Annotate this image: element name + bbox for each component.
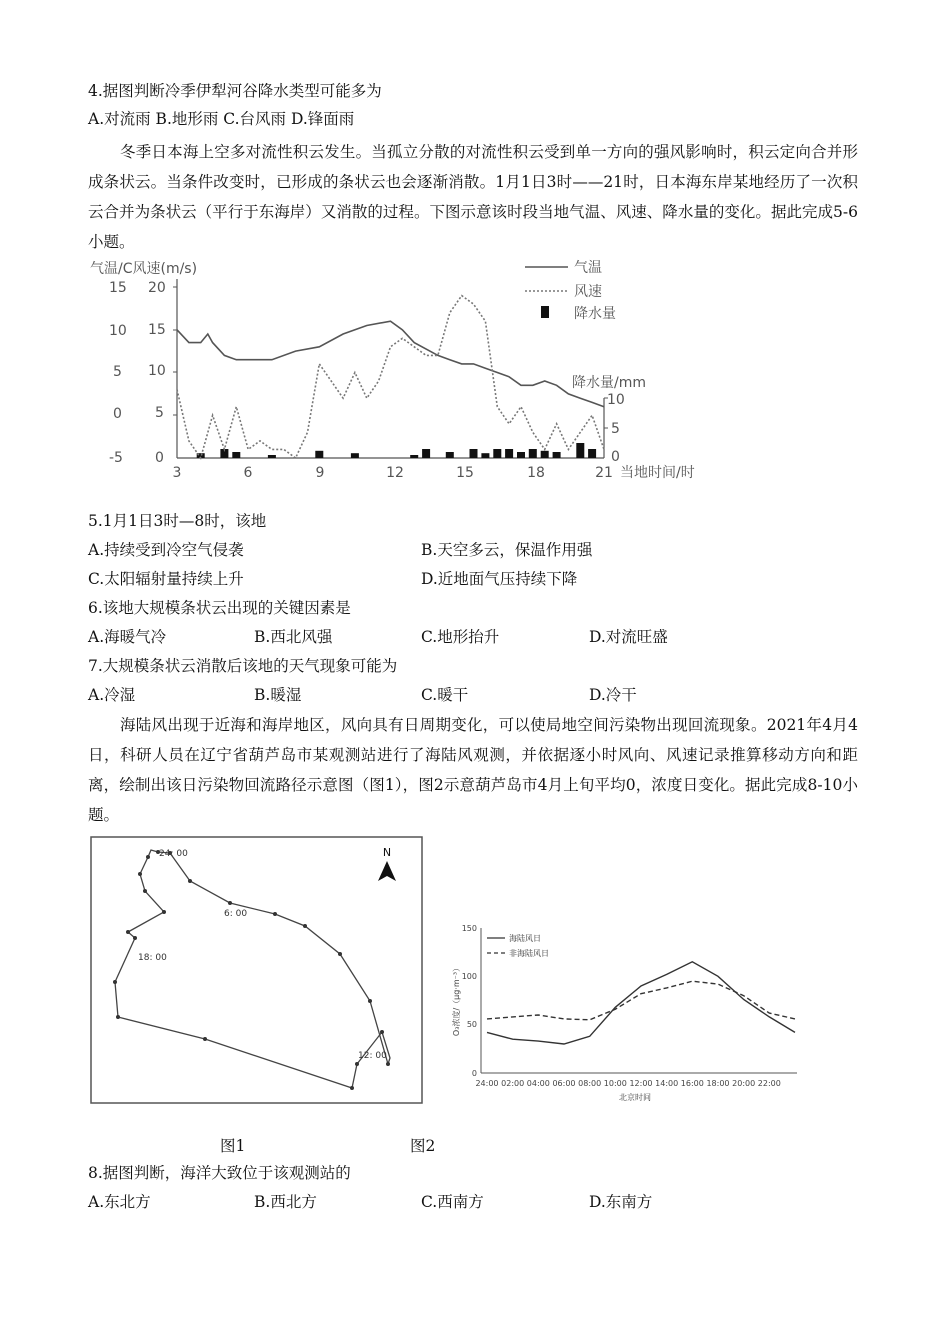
q4-stem: 4.据图判断冷季伊犁河谷降水类型可能多为 — [88, 82, 382, 100]
x-tick: 6 — [243, 465, 253, 481]
precipitation-bar — [541, 451, 549, 458]
figure-1-pollutant-path — [90, 836, 425, 1106]
fig2-x-tick: 02:00 — [501, 1079, 525, 1088]
precipitation-bar — [446, 452, 454, 458]
q7-option-c: C.暖干 — [421, 686, 469, 704]
q5-option-a: A.持续受到冷空气侵袭 — [88, 541, 244, 559]
time-label-18: 18: 00 — [138, 953, 167, 963]
fig2-x-tick: 10:00 — [603, 1079, 627, 1088]
figure-1-caption: 图1 — [220, 1137, 246, 1155]
temp-tick: 10 — [109, 323, 127, 339]
north-label: N — [382, 846, 392, 859]
q8-stem: 8.据图判断，海洋大致位于该观测站的 — [88, 1164, 351, 1182]
fig2-x-tick: 24:00 — [475, 1079, 499, 1088]
fig2-legend-sea-land: 海陆风日 — [509, 934, 541, 943]
q6-option-d: D.对流旺盛 — [589, 628, 668, 646]
temperature-series — [177, 321, 604, 407]
precipitation-bar — [493, 449, 501, 458]
precipitation-bar — [576, 443, 584, 458]
fig2-x-tick: 12:00 — [629, 1079, 653, 1088]
wind-tick: 10 — [148, 363, 166, 379]
wind-tick: 20 — [148, 280, 166, 296]
q8-option-a: A.东北方 — [88, 1193, 151, 1211]
x-tick: 12 — [386, 465, 404, 481]
legend-temp-label: 气温 — [574, 260, 602, 276]
precipitation-bar — [517, 452, 525, 458]
q5-option-c: C.太阳辐射量持续上升 — [88, 570, 244, 588]
fig2-x-tick: 16:00 — [680, 1079, 704, 1088]
passage-2: 海陆风出现于近海和海岸地区，风向具有日周期变化，可以使局地空间污染物出现回流现象。2021年4月4日，科研人员在辽宁省葫芦岛市某观测站进行了海陆风观测，并依据逐小时风向、风速记录推算移动方向和距离，绘制出该日污染物回流路径示意图（图1），图2示意葫芦岛市4月上旬平均0，浓度日变化。据此完成8-10小题。 — [88, 716, 858, 824]
fig2-x-tick: 20:00 — [732, 1079, 756, 1088]
legend-precip-marker — [541, 306, 549, 318]
time-label-6: 6: 00 — [224, 909, 248, 919]
fig2-y-tick: 0 — [471, 1069, 477, 1078]
q8-option-b: B.西北方 — [254, 1193, 317, 1211]
precipitation-bar — [422, 449, 430, 458]
time-label-12: 12: 00 — [358, 1051, 387, 1061]
q8-option-c: C.西南方 — [421, 1193, 484, 1211]
q4-options: A.对流雨 B.地形雨 C.台风雨 D.锋面雨 — [88, 110, 355, 128]
q7-option-d: D.冷干 — [589, 686, 637, 704]
legend-wind-label: 风速 — [574, 284, 602, 300]
figure-2-ozone-chart — [445, 918, 810, 1108]
fig2-y-tick: 150 — [461, 924, 477, 933]
precipitation-bar — [481, 453, 489, 458]
x-tick: 21 — [595, 465, 613, 481]
wind-tick: 5 — [155, 405, 164, 421]
precipitation-bar — [470, 449, 478, 458]
figure-2-caption: 图2 — [410, 1137, 436, 1155]
x-tick: 18 — [527, 465, 545, 481]
precipitation-bar — [268, 455, 276, 458]
x-tick: 15 — [456, 465, 474, 481]
q7-option-a: A.冷湿 — [88, 686, 136, 704]
fig2-x-tick: 04:00 — [526, 1079, 550, 1088]
wind-speed-series — [177, 296, 604, 458]
fig2-legend-non-sea-land: 非海陆风日 — [509, 949, 549, 958]
precipitation-bar — [588, 449, 596, 458]
precipitation-bar — [553, 452, 561, 458]
precip-tick: 10 — [607, 392, 625, 408]
wind-tick: 0 — [155, 450, 164, 466]
q6-option-c: C.地形抬升 — [421, 628, 500, 646]
fig2-x-tick: 08:00 — [578, 1079, 602, 1088]
q7-stem: 7.大规模条状云消散后该地的天气现象可能为 — [88, 657, 398, 675]
left-axis-title: 气温/C风速(m/s) — [90, 261, 198, 277]
temp-tick: -5 — [109, 450, 123, 466]
weather-chart — [80, 255, 720, 487]
q7-option-b: B.暖湿 — [254, 686, 302, 704]
q5-stem: 5.1月1日3时—8时，该地 — [88, 512, 267, 530]
right-axis-title: 降水量/mm — [572, 375, 646, 391]
fig2-x-tick: 06:00 — [552, 1079, 576, 1088]
wind-tick: 15 — [148, 322, 166, 338]
temp-tick: 15 — [109, 280, 127, 296]
precipitation-bar — [351, 453, 359, 458]
q5-option-d: D.近地面气压持续下降 — [421, 570, 578, 588]
precipitation-bar — [505, 449, 513, 458]
q8-option-d: D.东南方 — [589, 1193, 653, 1211]
fig2-x-label: 北京时间 — [619, 1093, 651, 1102]
precipitation-bar — [232, 452, 240, 458]
q6-option-b: B.西北风强 — [254, 628, 333, 646]
temp-tick: 0 — [113, 406, 122, 422]
x-tick: 3 — [172, 465, 182, 481]
fig2-y-label: O₃浓度/（μg·m⁻³） — [452, 963, 461, 1037]
time-label-24: 24: 00 — [159, 849, 188, 859]
passage-1: 冬季日本海上空多对流性积云发生。当孤立分散的对流性积云受到单一方向的强风影响时，积云定向合并形成条状云。当条件改变时，已形成的条状云也会逐渐消散。1月1日3时——21时，日本海东岸某地经历了一次积云合并为条状云（平行于东海岸）又消散的过程。下图示意该时段当地气温、风速、降水量的变化。据此完成5-6小题。 — [88, 143, 858, 251]
fig2-x-tick: 14:00 — [655, 1079, 679, 1088]
x-tick: 9 — [315, 465, 325, 481]
q6-stem: 6.该地大规模条状云出现的关键因素是 — [88, 599, 351, 617]
fig2-x-tick: 22:00 — [757, 1079, 781, 1088]
precip-tick: 5 — [611, 421, 620, 437]
precip-tick: 0 — [611, 449, 620, 465]
fig2-y-tick: 50 — [466, 1020, 477, 1029]
q5-option-b: B.天空多云，保温作用强 — [421, 541, 593, 559]
precipitation-bar — [529, 449, 537, 458]
temp-tick: 5 — [113, 364, 122, 380]
precipitation-bar — [410, 455, 418, 458]
q6-option-a: A.海暖气冷 — [88, 628, 167, 646]
x-axis-label: 当地时间/时 — [620, 465, 695, 481]
fig2-y-tick: 100 — [461, 972, 477, 981]
precipitation-bar — [315, 451, 323, 458]
fig2-x-tick: 18:00 — [706, 1079, 730, 1088]
legend-precip-label: 降水量 — [574, 306, 616, 322]
